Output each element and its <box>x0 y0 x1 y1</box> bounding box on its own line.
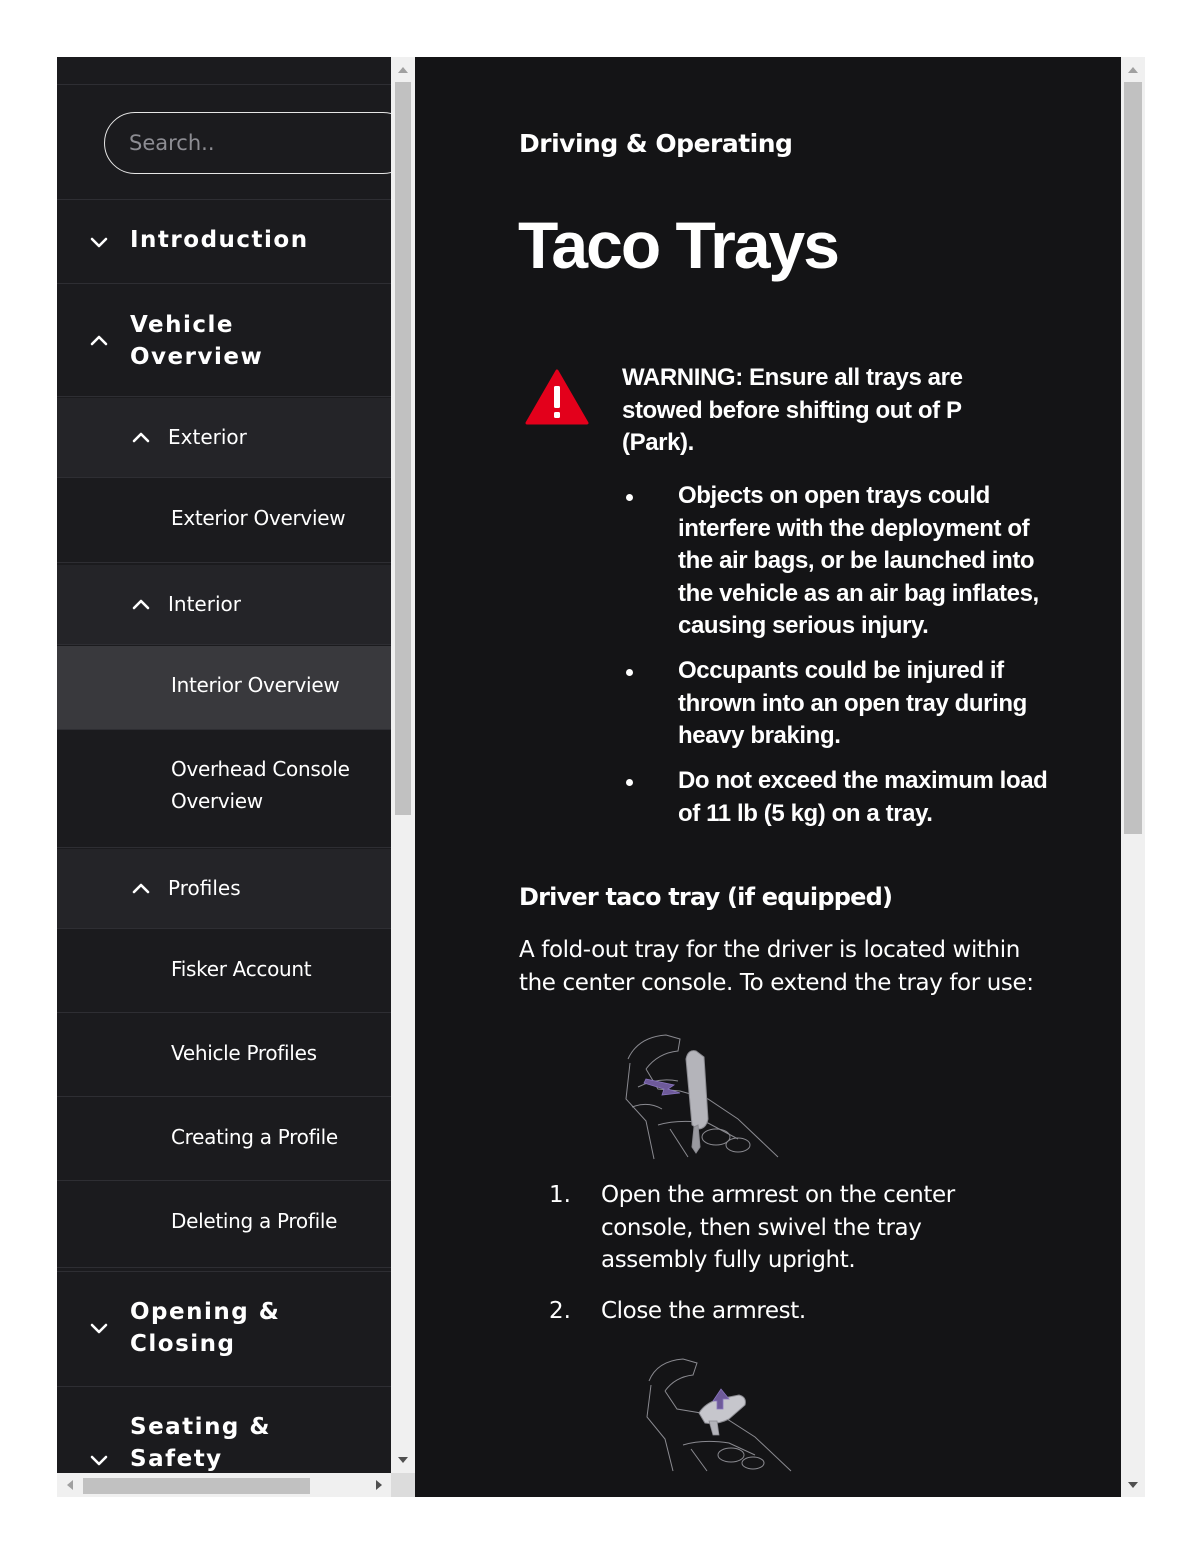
sidebar-item-label: Vehicle Profiles <box>171 1041 317 1065</box>
chevron-down-icon <box>89 232 109 252</box>
sidebar-vertical-scroll-thumb[interactable] <box>395 82 411 815</box>
chevron-up-icon <box>131 595 151 615</box>
sidebar-item-label: Exterior Overview <box>171 506 346 530</box>
search-container <box>57 84 391 200</box>
sidebar-item-profiles[interactable] <box>57 849 391 929</box>
sidebar-item-overhead-console-overview[interactable] <box>57 731 391 848</box>
sidebar-horizontal-scroll-thumb[interactable] <box>83 1478 310 1494</box>
sidebar-item-exterior[interactable] <box>57 398 391 478</box>
chevron-up-icon <box>131 428 151 448</box>
sidebar-item-fisker-account[interactable] <box>57 930 391 1013</box>
sidebar-item-label: Deleting a Profile <box>171 1209 338 1233</box>
scrollbar-corner <box>391 1473 415 1497</box>
section-heading: Driver taco tray (if equipped) <box>519 883 893 911</box>
sidebar-item-label: Exterior <box>168 425 247 449</box>
bullet-icon <box>626 669 633 676</box>
sidebar-nav <box>57 57 391 1473</box>
armrest-close-illustration <box>643 1355 795 1473</box>
sidebar-item-label: Interior <box>168 592 241 616</box>
chevron-down-icon <box>89 1318 109 1338</box>
bullet-text: Occupants could be injured if thrown into an open tray during heavy braking. <box>678 657 1027 749</box>
sidebar-item-interior-overview[interactable] <box>57 646 391 730</box>
step-text: Open the armrest on the center console, then swivel the tray assembly fully upright. <box>601 1182 955 1273</box>
scroll-right-arrow-icon[interactable] <box>367 1473 391 1497</box>
scroll-up-arrow-icon[interactable] <box>391 57 415 81</box>
step-number: 2. <box>549 1298 571 1324</box>
sidebar-item-label: Fisker Account <box>171 957 312 981</box>
sidebar-item-label: Overhead Console Overview <box>171 757 350 813</box>
sidebar-item-introduction[interactable] <box>57 200 391 284</box>
sidebar-item-seating-safety[interactable] <box>57 1388 391 1473</box>
breadcrumb[interactable]: Driving & Operating <box>519 129 793 158</box>
scroll-up-arrow-icon[interactable] <box>1121 57 1145 81</box>
step-item <box>549 1179 1009 1279</box>
search-input[interactable] <box>104 112 391 174</box>
sidebar-item-label: Vehicle Overview <box>130 312 264 370</box>
bullet-icon <box>626 494 633 501</box>
tray-upright-illustration <box>618 1029 788 1161</box>
list-item <box>622 655 1042 755</box>
scroll-left-arrow-icon[interactable] <box>57 1473 81 1497</box>
sidebar-item-exterior-overview[interactable] <box>57 479 391 563</box>
bullet-icon <box>626 779 633 786</box>
sidebar-item-label: Profiles <box>168 876 241 900</box>
sidebar-item-label: Seating & Safety <box>130 1414 271 1472</box>
sidebar-item-label: Interior Overview <box>171 673 340 697</box>
list-item <box>622 765 1048 835</box>
warning-message: WARNING: Ensure all trays are stowed before shifting out of P (Park). <box>622 364 963 456</box>
content-vertical-scroll-thumb[interactable] <box>1124 82 1142 834</box>
sidebar-item-opening-closing[interactable] <box>57 1271 391 1387</box>
section-body: A fold-out tray for the driver is located within the center console. To extend the tray for use: <box>519 937 1034 996</box>
chevron-up-icon <box>131 879 151 899</box>
sidebar-item-creating-a-profile[interactable] <box>57 1098 391 1181</box>
bullet-text: Objects on open trays could interfere with the deployment of the air bags, or be launched into the vehicle as an air bag inflates, causing serious injury. <box>678 482 1039 639</box>
sidebar-item-vehicle-overview[interactable] <box>57 285 391 397</box>
sidebar-item-vehicle-profiles[interactable] <box>57 1014 391 1097</box>
sidebar-item-label: Introduction <box>130 227 309 253</box>
content-pane <box>415 57 1121 1497</box>
scroll-down-arrow-icon[interactable] <box>1121 1473 1145 1497</box>
sidebar-item-interior[interactable] <box>57 565 391 645</box>
list-item <box>622 480 1042 639</box>
sidebar-item-label: Creating a Profile <box>171 1125 338 1149</box>
page-title: Taco Trays <box>518 208 838 282</box>
step-number: 1. <box>549 1182 571 1208</box>
step-text: Close the armrest. <box>601 1298 806 1324</box>
sidebar-item-deleting-a-profile[interactable] <box>57 1182 391 1268</box>
bullet-text: Do not exceed the maximum load of 11 lb (5 kg) on a tray. <box>678 767 1048 827</box>
chevron-up-icon <box>89 331 109 351</box>
sidebar-item-label: Opening & Closing <box>130 1299 281 1357</box>
scroll-down-arrow-icon[interactable] <box>391 1448 415 1472</box>
step-item <box>549 1295 1009 1331</box>
chevron-down-icon <box>89 1450 109 1470</box>
warning-triangle-icon <box>525 369 589 425</box>
